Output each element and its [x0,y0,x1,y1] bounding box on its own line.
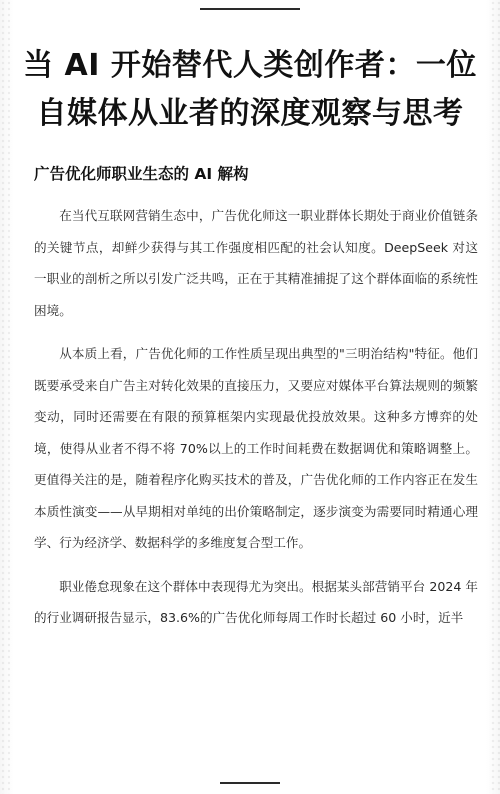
paragraph-1: 在当代互联网营销生态中，广告优化师这一职业群体长期处于商业价值链条的关键节点，却鲜少获得与其工作强度相匹配的社会认知度。DeepSeek 对这一职业的剖析之所以引发广泛共鸣，正在于其精准捕捉了这个群体面临的系统性困境。 [34,208,478,318]
bottom-divider [220,782,280,784]
article-title: 当 AI 开始替代人类创作者：一位自媒体从业者的深度观察与思考 [23,48,477,131]
top-divider [200,8,300,10]
section-heading: 广告优化师职业生态的 AI 解构 [34,165,249,183]
paragraph-2: 从本质上看，广告优化师的工作性质呈现出典型的"三明治结构"特征。他们既要承受来自广告主对转化效果的直接压力，又要应对媒体平台算法规则的频繁变动，同时还需要在有限的预算框架内实现最优投放效果。这种多方博弈的处境，使得从业者不得不将 70%以上的工作时间耗费在数据调优和策略调整上。更值得关注的是，随着程序化购买技术的普及，广告优化师的工作内容正在发生本质性演变——从早期相对单纯的出价策略制定，逐步演变为需要同时精通心理学、行为经济学、数据科学的多维度复合型工作。 [34,346,478,550]
left-decorative-border [0,0,10,794]
paragraph-3: 职业倦怠现象在这个群体中表现得尤为突出。根据某头部营销平台 2024 年的行业调研报告显示，83.6%的广告优化师每周工作时长超过 60 小时，近半 [34,578,478,625]
right-decorative-border [490,0,500,794]
